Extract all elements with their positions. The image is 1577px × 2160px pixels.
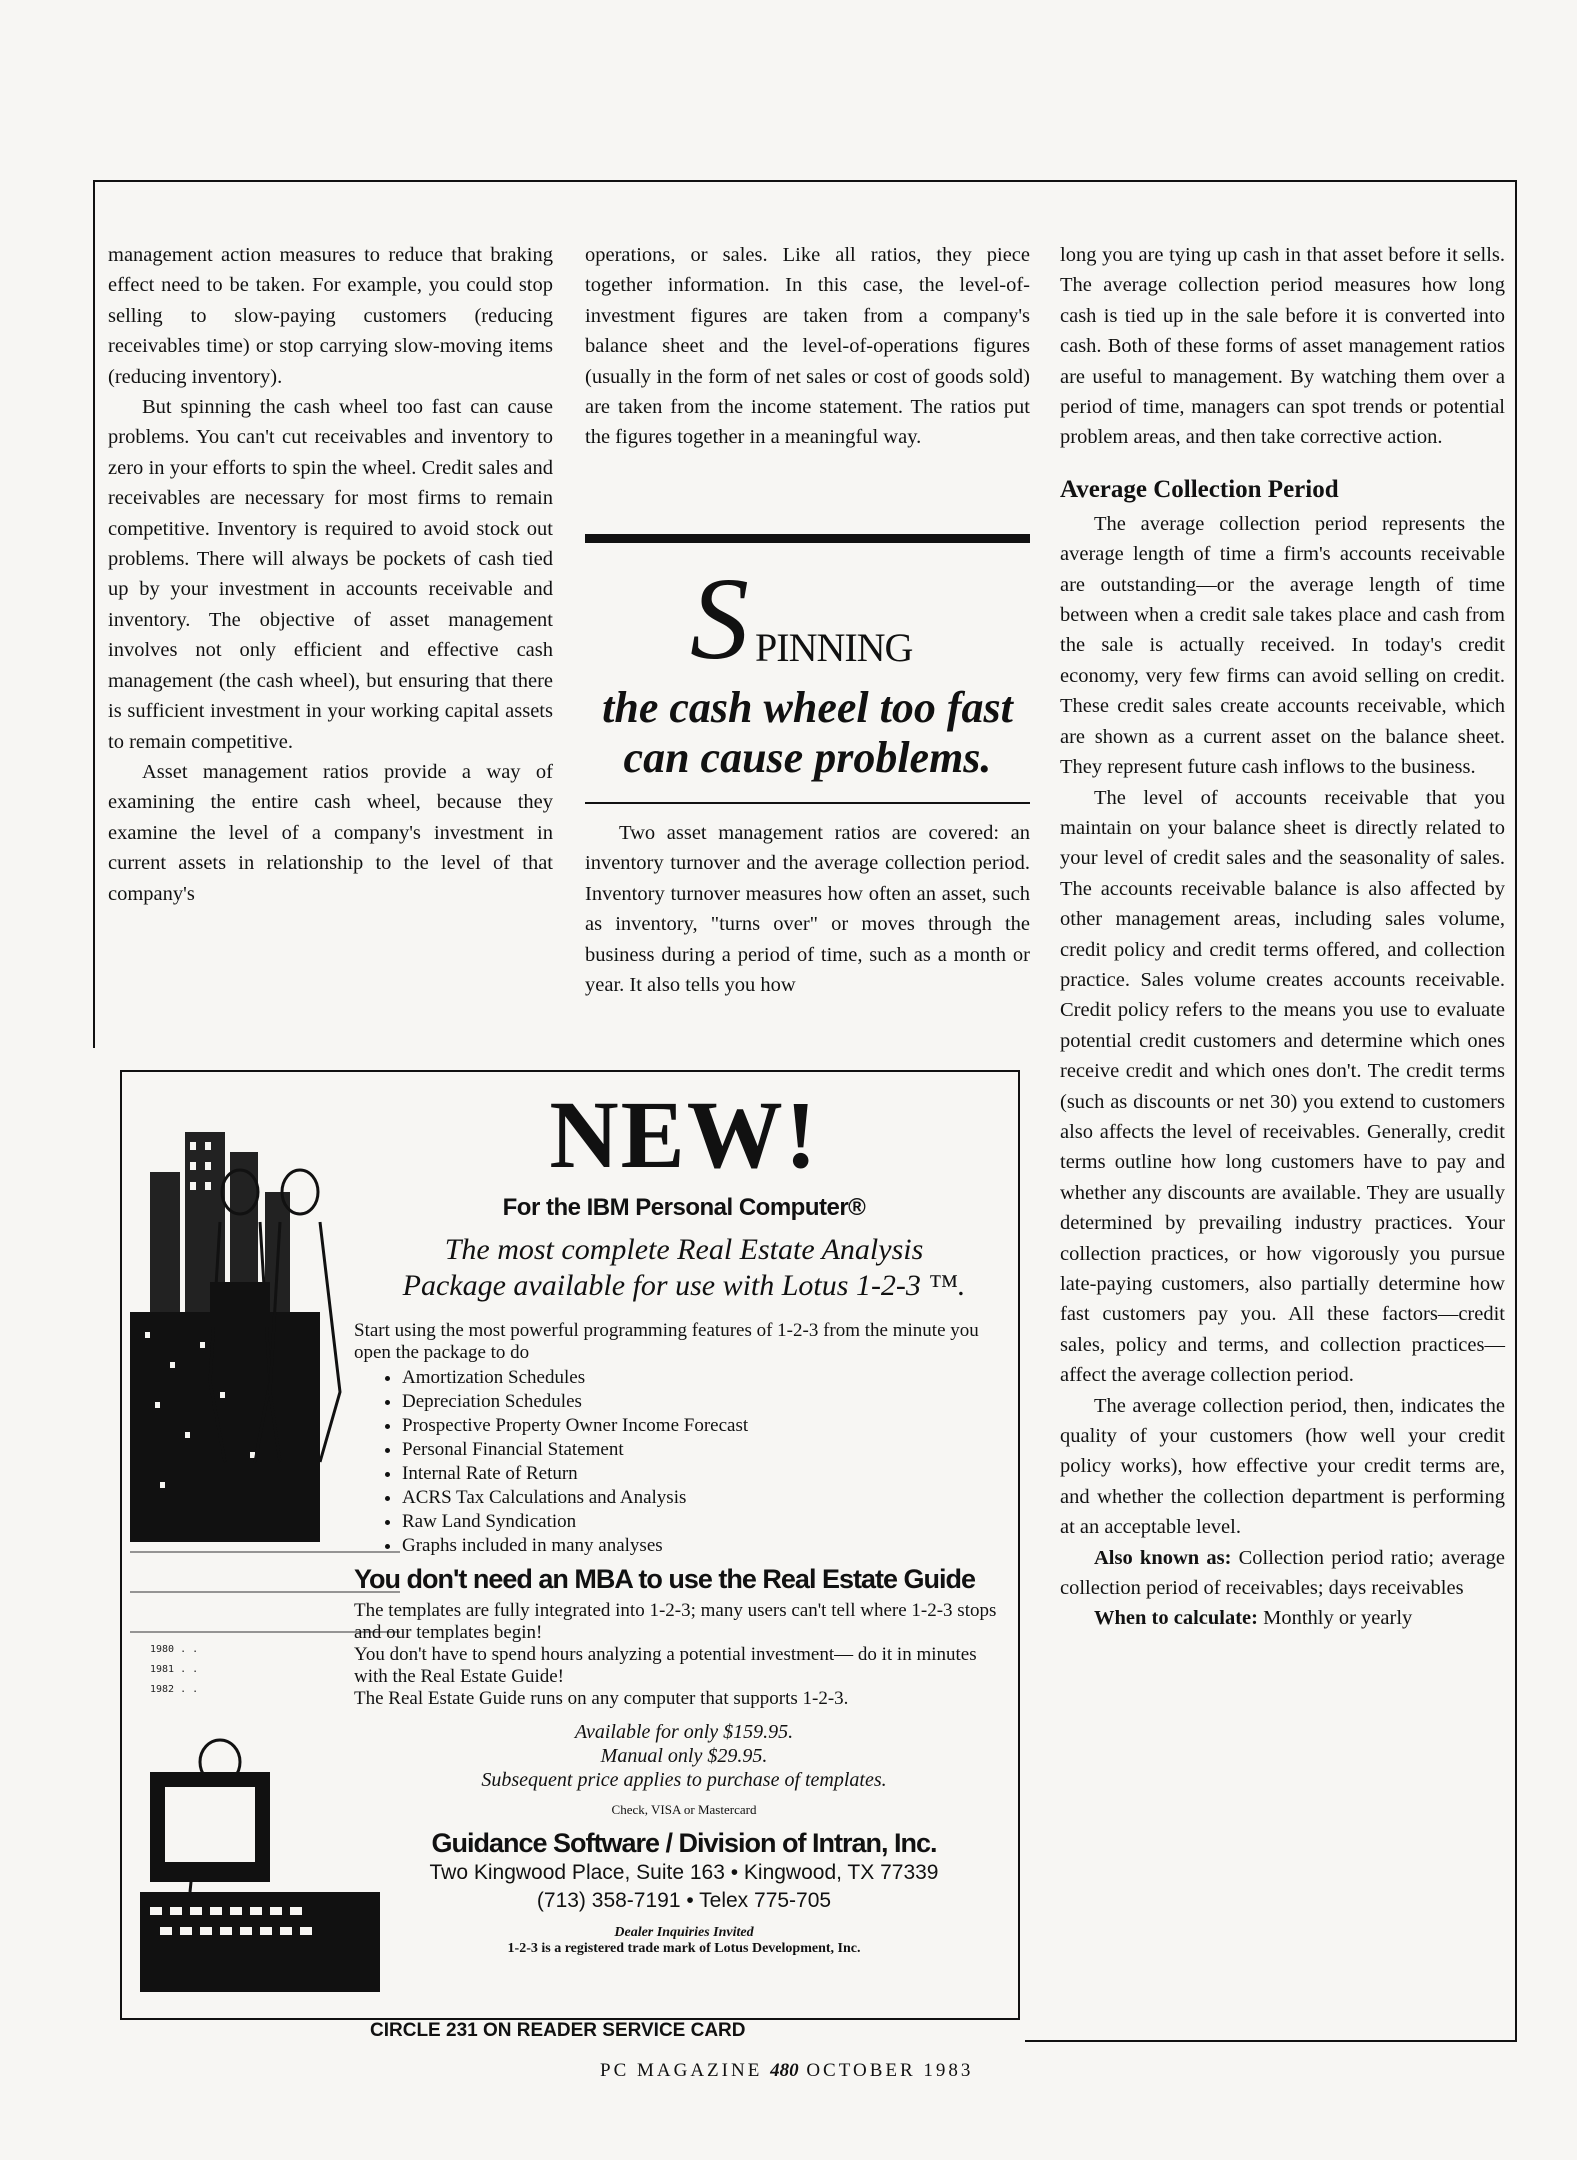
page-footer xyxy=(600,2060,973,2082)
ad-intro: Start using the most powerful programming features of 1-2-3 from the minute you open the package to do xyxy=(354,1320,979,1363)
ad-headline: NEW! xyxy=(549,1081,819,1188)
article-column-2-top xyxy=(585,240,1030,453)
list-item: • ACRS Tax Calculations and Analysis xyxy=(402,1486,1014,1510)
ad-body-text: You don't have to spend hours analyzing a potential investment— do it in minutes with the Real Estate Guide! xyxy=(354,1644,977,1687)
reader-service-note: CIRCLE 231 ON READER SERVICE CARD xyxy=(370,2020,746,2041)
ad-phone: (713) 358-7191 • Telex 775-705 xyxy=(536,1889,832,1912)
ad-subheadline: For the IBM Personal Computer® xyxy=(502,1194,866,1221)
ad-payment: Check, VISA or Mastercard xyxy=(611,1802,757,1817)
paragraph: Two asset management ratios are covered: an inventory turnover and the average collection period. Inventory turnover measures how often an asset, such as inventory, "turns over" or moves through the business during a period of time, such as a month or year. It also tells you how xyxy=(585,822,1030,997)
advertisement xyxy=(120,1070,1020,2020)
list-item: • Prospective Property Owner Income Forecast xyxy=(402,1414,1014,1438)
ad-price-note: Subsequent price applies to purchase of templates. xyxy=(481,1769,887,1791)
paragraph xyxy=(1060,1543,1505,1604)
list-item: • Depreciation Schedules xyxy=(402,1390,1014,1414)
svg-text:1980 . .: 1980 . . xyxy=(150,1644,199,1655)
pull-quote-line-1: the cash wheel too fast xyxy=(602,683,1013,732)
when-to-calculate-text: Monthly or yearly xyxy=(1257,1607,1413,1630)
ad-company: Guidance Software / Division of Intran, Inc. xyxy=(431,1828,937,1858)
ad-body xyxy=(354,1320,1014,1710)
svg-text:1981 . .: 1981 . . xyxy=(150,1664,199,1675)
pull-quote-word: PINNING xyxy=(755,625,913,670)
footer-page-number: 480 xyxy=(770,2060,799,2081)
label-also-known-as: Also known as: xyxy=(1094,1546,1232,1569)
pull-quote-line-2: can cause problems. xyxy=(623,733,992,782)
list-item: • Amortization Schedules xyxy=(402,1366,1014,1390)
pull-quote-rule-top xyxy=(585,534,1030,543)
ad-address: Two Kingwood Place, Suite 163 • Kingwood, TX 77339 xyxy=(429,1861,939,1884)
paragraph xyxy=(1060,1603,1505,1633)
footer-magazine: PC MAGAZINE xyxy=(600,2060,763,2081)
ad-body-text: The Real Estate Guide runs on any computer that supports 1-2-3. xyxy=(354,1688,849,1709)
article-column-2-bottom xyxy=(585,818,1030,1000)
article-column-3 xyxy=(1060,240,1505,1634)
paragraph: management action measures to reduce that braking effect need to be taken. For example, you could stop selling to slow-paying customers (reducing receivables time) or stop carrying slow-moving items (reducing inventory). xyxy=(108,244,553,388)
paragraph: The average collection period represents the average length of time a firm's accounts receivable are outstanding—or the average length of time between when a credit sale takes place and cash from the sale is actually received. In today's credit economy, very few firms can avoid selling on credit. These credit sales create accounts receivable, which are shown as a current asset on the balance sheet. They represent future cash inflows to the business. xyxy=(1060,512,1505,779)
svg-text:1982 . .: 1982 . . xyxy=(150,1684,199,1695)
pull-quote-rule-bottom xyxy=(585,802,1030,804)
ad-tagline-2: Package available for use with Lotus 1-2-3 ™. xyxy=(402,1269,966,1302)
ad-body-text: The templates are fully integrated into 1-2-3; many users can't tell where 1-2-3 stops and our templates begin! xyxy=(354,1600,997,1643)
paragraph: Asset management ratios provide a way of examining the entire cash wheel, because they examine the level of a company's investment in current assets in relationship to the level of that company's xyxy=(108,760,553,905)
ad-mba-heading: You don't need an MBA to use the Real Estate Guide xyxy=(354,1564,975,1594)
pull-quote-drop-cap: S xyxy=(690,553,749,684)
ad-price: Available for only $159.95. xyxy=(574,1721,794,1743)
ad-feature-list xyxy=(354,1366,1014,1558)
ad-trademark: 1-2-3 is a registered trade mark of Lotus Development, Inc. xyxy=(507,1941,861,1956)
also-known-as-text: Collection period ratio; average collection period of receivables; days receivables xyxy=(1060,1546,1505,1600)
footer-date: OCTOBER 1983 xyxy=(806,2060,974,2081)
list-item: • Graphs included in many analyses xyxy=(402,1534,1014,1558)
label-when-to-calculate: When to calculate: xyxy=(1094,1607,1258,1630)
ad-text-block xyxy=(354,1072,1014,1957)
list-item: • Raw Land Syndication xyxy=(402,1510,1014,1534)
section-heading: Average Collection Period xyxy=(1060,475,1339,503)
list-item: • Internal Rate of Return xyxy=(402,1462,1014,1486)
list-item: • Personal Financial Statement xyxy=(402,1438,1014,1462)
paragraph: operations, or sales. Like all ratios, they piece together information. In this case, the level-of-investment figures are taken from a company's balance sheet and the level-of-operations figures (usually in the form of net sales or cost of goods sold) are taken from the income statement. The ratios put the figures together in a meaningful way. xyxy=(585,244,1030,449)
pull-quote xyxy=(585,534,1030,802)
paragraph: The level of accounts receivable that you maintain on your balance sheet is directly related to your level of credit sales and the seasonality of sales. The accounts receivable balance is also affected by other management areas, including sales volume, credit policy and credit terms offered, and collection practice. Sales volume creates accounts receivable. Credit policy refers to the means you use to evaluate potential credit customers and determine which ones receive credit and which ones don't. The credit terms (such as discounts or net 30) you extend to customers also affects the level of receivables. Generally, credit terms outline how long customers have to pay and whether any discounts are available. They are usually determined by prevailing industry practices. Your collection practices, or how vigorously you pursue late-paying customers, also partially determine how fast customers pay you. All these factors—credit sales, policy and terms, and collection practices—affect the average collection period. xyxy=(1060,786,1505,1387)
article-column-1 xyxy=(108,240,553,909)
ad-manual-price: Manual only $29.95. xyxy=(600,1745,768,1767)
ad-dealer-note: Dealer Inquiries Invited xyxy=(614,1925,754,1940)
paragraph: But spinning the cash wheel too fast can cause problems. You can't cut receivables and inventory to zero in your efforts to spin the wheel. Credit sales and receivables are necessary for most firms to remain competitive. Inventory is required to avoid stock out problems. There will always be pockets of cash tied up by your investment in accounts receivable and inventory. The objective of asset management involves not only efficient and effective cash management (the cash wheel), but ensuring that there is sufficient investment in your working capital assets to remain competitive. xyxy=(108,396,553,753)
paragraph: The average collection period, then, indicates the quality of your customers (how well your credit policy works), how effective your credit terms are, and whether the collection department is performing at an acceptable level. xyxy=(1060,1394,1505,1539)
paragraph: long you are tying up cash in that asset before it sells. The average collection period measures how long cash is tied up in the sale before it is converted into cash. Both of these forms of asset management ratios are useful to management. By watching them over a period of time, managers can spot trends or potential problem areas, and then take corrective action. xyxy=(1060,244,1505,449)
ad-tagline-1: The most complete Real Estate Analysis xyxy=(444,1233,924,1266)
